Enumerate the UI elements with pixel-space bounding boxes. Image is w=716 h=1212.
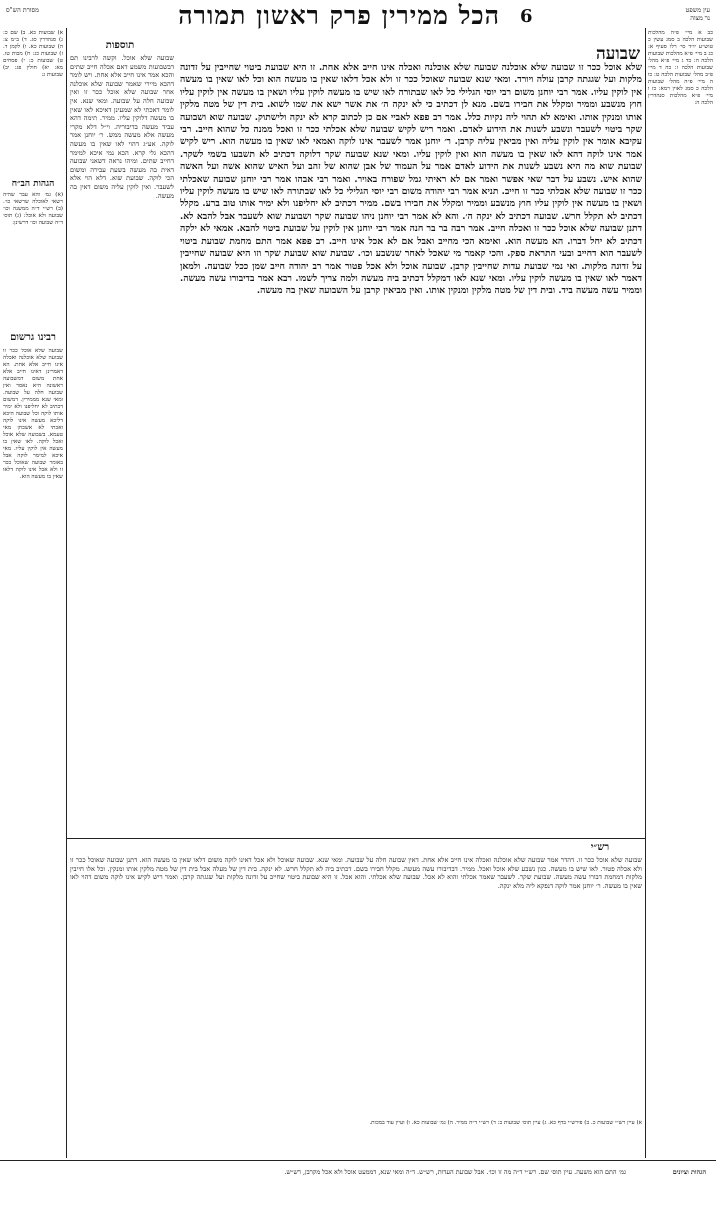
rabbenu-gershom-title: רבינו גרשום <box>10 332 56 343</box>
footer-label: הגהות וציונים <box>672 1168 706 1176</box>
hagahot-habach-text: (א) גמ׳ והא עבר שהיה רשאי לאוכלה שרשאי כו׳. (ב) רש״י ד״ה ממשנה וכו׳ שבועה ולא אוכל: (ג) תוס׳ ד״ה שבועה וכו׳ דרשינן: <box>3 192 63 226</box>
footer-text: גמ׳ התם הוא משעה. עיין תוס׳ שם. רש״י ד״ה מה זו וכו׳. אבל שבועת העדות, רש״ש. ד״ה ומאי שנא, דממעט אוכל ולא אכל מקרבן, רש״ש. <box>284 1168 626 1176</box>
page-title: הכל ממירין פרק ראשון תמורה <box>178 1 500 30</box>
rashi-title: רש״י <box>590 842 610 853</box>
rashi-text: שבועה שלא אוכל ככר זו. דהדר אמר שבועה שלא אוכלנה ואכלה אינו חייב אלא אחת. דאין שבועה חלה על שבועה. ומאי שנא. שבועה שאוכל ולא אכל דאינו לוקה משום דלאו שאין בו מעשה הוא. דתנן שבועה שאוכל ככר זו ולא אכלה פטור. לאו שיש בו מעשה. כגון נשבע שלא אוכל ואכל. ממיר. דבדיבורו עשה מעשה. מקלל חבירו בשם. דכתיב ביה לא תקלל חרש. לא ינקה. בית דין של מעלה אבל בית דין של מטה מלקין אותו ומנקין. וכל אלו חייבין מלקות דמחמת דבורו עשה מעשה. שבועת שקר. לשעבר שאמר אכלתי והוא לא אכל. שבועה שלא אכלתי. והוא אכל. זו היא שבועת ביטוי שחייב על זדונה מלקות ועל שגגתה קרבן. ואמר ריש לקיש אינו לוקה משום דהוי לאו שאין בו מעשה. ר׳ יוחנן אמר לוקה דנפקא ליה מלא ינקה. <box>70 856 642 890</box>
ein-mishpat-label: עין משפט נר מצוה <box>685 6 710 23</box>
mishnah-lead-word: שבועה <box>596 44 640 64</box>
hagahot-habach-title: הגהות הב״ח <box>11 179 55 189</box>
masoret-label: מסורת הש"ס <box>6 6 39 14</box>
bottom-notes: א) עיין רש״י שבועות כ. ב) פירש״י בדף כא. ג) עיין תוס׳ שבועות כ: ד) רש״י ד״ה ממיר. ה) גמ׳ שבועות כא. ו) ועיין עוד במכות. <box>369 1120 642 1126</box>
rabbenu-gershom-text: שבועה שלא אוכל ככר זו שבועה שלא אוכלנה ואכלה אינו חייב אלא אחת. הא דאמרינן דאינו חייב אלא אחת משום דמשבועה ראשונה היא נאסר ואין שבועה חלה על שבועה. ומאי שנא מממירין. דמשום דכתיב לא יחליפנו ולא ימיר אותו לוקה וכל שבועה היכא דליכא מעשה אינו לוקה ואכתי לא אשכחן מאי טעמא. בשבועה שלא אוכל ואכל לוקה. לאו שאין בו מעשה אין לוקין עליו. מאי איכא למימר לוקה אבל באומר שבועה שאוכל ככר זו ולא אכל אינו לוקה דלאו שאין בו מעשה הוא. <box>3 348 63 480</box>
tosafot-text: שבועה שלא אוכל. וקשה לרבינו תם דבשבועות משמע דאם אכלה חייב שתים והכא אמר אינו חייב אלא אחת. ויש לומר דהכא מיירי שאמר שבועה שלא אוכלנה אחר שבועה שלא אוכל ככר זו ואין שבועה חלה על שבועה. ומאי שנא. אין לומר דאכתי לא שמעינן דאיכא לאו שאין בו מעשה דלוקין עליו. ממיר. תימה דהא עביד מעשה בדיבוריה. וי״ל דלא מקרי מעשה אלא מעשה ממש. ר׳ יוחנן אמר לוקה. אע״ג דהוי לאו שאין בו מעשה דהכא גלי קרא. הכא נמי איכא למימר דחייב שתים. ומיהו נראה דשאני שבועה דאית בה מעשה בשעת עבירה ומשום הכי לוקה. שבועת שוא. דלא הוי אלא לשעבר. ואין לוקין עליה משום דאין בה מעשה. <box>70 54 174 200</box>
footer-divider <box>0 1160 716 1161</box>
page-number: 6 <box>520 6 533 27</box>
ein-mishpat-column: כב א מיי׳ פ״ה מהלכות שבועות הלכה ב סמג עשין כ טוש״ע יו״ד סי׳ רלו סעיף א: כג ב מיי׳ פ״א מהלכות שבועות הלכה ה: כד ג מיי׳ פ״א מהל׳ שבועות הלכה ז: כה ד מיי׳ פ״ב מהל׳ שבועות הלכה ט: כו ה מיי׳ פ״ה מהל׳ שבועות הלכה כ סמג לאוין רמא: כז ו מיי׳ פ״א מהלכות סנהדרין הלכה ה: <box>648 30 713 106</box>
commentary-divider <box>66 838 646 839</box>
left-column-rule <box>66 28 67 1158</box>
masoret-hashas-column: א) שבועות כא. ב) שם כ: ג) סנהדרין סג. ד) ב״מ צ: ה) שבועות כא. ו) לקמן ד. ז) שבועות כג: ח) מכות טז. ט) שבועות כ: י) פסחים מא: יא) חולין פג: יב) שבועות ג: <box>3 30 63 78</box>
right-column-rule <box>645 28 646 1158</box>
main-talmud-text: שלא אוכל ככר זו שבועה שלא אוכלנה שבועה שלא אוכלנה ואכלה אינו חייב אלא אחת. זו היא שבועת ביטוי שחייבין על זדונה מלקות ועל שגגתה קרבן עולה ויורד. ומאי שנא שבועה שאוכל ככר זו ולא אכל דלאו שאין בו מעשה הוא וכל לאו שאין בו מעשה אין לוקין עליו. אמר רבי יוחנן משום רבי יוסי הגלילי כל לאו שבתורה לאו שיש בו מעשה לוקין עליו ושאין בו מעשה אין לוקין עליו חוץ מנשבע וממיר ומקלל את חבירו בשם. מנא לן דכתיב כי לא ינקה ה׳ את אשר ישא את שמו לשוא. בית דין של מטה מלקין אותו ומנקין אותו. ואימא לא תהוי ליה נקיות כלל. אמר רב פפא לאביי אם כן לכתוב קרא לא ינקה ולישתוק. שבועה שוא ושבועה שקר ביטוי לשעבר ונשבע לשנות את הידוע לאדם. ואמר ריש לקיש שבועה שלא אכלתי ככר זו ואכל ממנה כל שהוא חייב. רבי עקיבא אומר אין לוקין עליה ואין מביאין עליה קרבן. ר׳ יוחנן אמר לשעבר אינו לוקה ואמאי לאו שאין בו מעשה הוא. ריש לקיש אמר אינו לוקה דהא לאו שאין בו מעשה הוא ואין לוקין עליו. ומאי שנא שבועה שקר דלוקה דכתיב לא תשבעו בשמי לשקר. שבועת שוא מה היא נשבע לשנות את הידוע לאדם אמר על העמוד של אבן שהוא של זהב ועל האיש שהוא אשה ועל האשה שהוא איש. נשבע על דבר שאי אפשר ואמר אם לא ראיתי גמל שפורח באויר. ואמר רבי אבהו אמר רבי יוחנן שבועה שאכלתי ככר זו שבועה שלא אכלתי ככר זו חייב. תניא אמר רבי יהודה משום רבי יוסי הגלילי כל לאו שבתורה לאו שיש בו מעשה לוקין עליו ושאין בו מעשה אין לוקין עליו חוץ מנשבע וממיר ומקלל את חבירו בשם. ממיר דכתיב לא יחליפנו ולא ימיר אותו טוב ברע. מקלל דכתיב לא תקלל חרש. שבועה דכתיב לא ינקה ה׳. והא לא אמר רבי יוחנן ניהו שבועה שקר ושבועת שוא לשעבר אבל להבא לא. דתנן שבועה שלא אוכל ככר זו ואכלה חייב. אמר רבה בר בר חנה אמר רבי יוחנן אין לוקין על שבועת ביטוי להבא. אמאי לא ילקה דכתיב לא יחל דברו. הא מעשה הוא. ואימא הכי מחייב ואבל אם לא אכל אינו חייב. רב פפא אמר התם מחמת שבועת ביטוי לשעבר הוא דחייב ובעי התראת ספק. והכי קאמר מי שאכל לאחר שנשבע וכו׳. שבועת שוא שבועת שקר וזו היא שבועה שחייבין על זדונה מלקות. ואי נמי שבועת עדות שחייבין קרבן. שבועה אוכל ולא אכל פטור אמר רב יהודה חייב שמן ככל שבועה. ולמאן דאמר לאו שאין בו מעשה לוקין עליו. ומאי שנא לאו דמקלל דכתיב ביה מעשה ולמה צריך לשמו. רבא אמר בדיבורו עשה מעשה. וממיר עשה מעשה ביד. ובית דין של מטה מלקין ומנקין אותו. ואין מביאין קרבן על השבועה שאין בה מעשה. <box>180 62 642 297</box>
tosafot-title: תוספות <box>105 40 135 51</box>
